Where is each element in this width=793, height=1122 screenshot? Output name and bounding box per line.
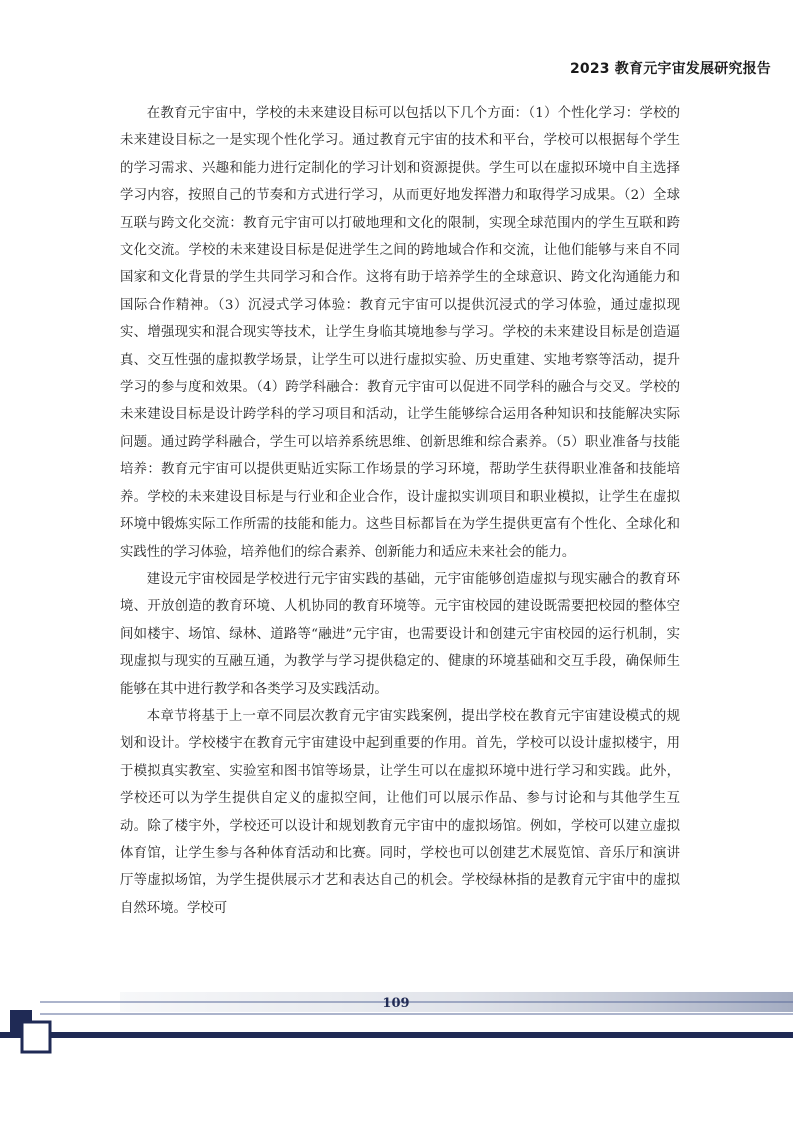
- paragraph-school-goals: 在教育元宇宙中，学校的未来建设目标可以包括以下几个方面：（1）个性化学习：学校的未来建设目标之一是实现个性化学习。通过教育元宇宙的技术和平台，学校可以根据每个学生的学习需求、兴趣和能力进行定制化的学习计划和资源提供。学生可以在虚拟环境中自主选择学习内容，按照自己的节奏和方式进行学习，从而更好地发挥潜力和取得学习成果。（2）全球互联与跨文化交流：教育元宇宙可以打破地理和文化的限制，实现全球范围内的学生互联和跨文化交流。学校的未来建设目标是促进学生之间的跨地域合作和交流，让他们能够与来自不同国家和文化背景的学生共同学习和合作。这将有助于培养学生的全球意识、跨文化沟通能力和国际合作精神。（3）沉浸式学习体验：教育元宇宙可以提供沉浸式的学习体验，通过虚拟现实、增强现实和混合现实等技术，让学生身临其境地参与学习。学校的未来建设目标是创造逼真、交互性强的虚拟教学场景，让学生可以进行虚拟实验、历史重建、实地考察等活动，提升学习的参与度和效果。（4）跨学科融合：教育元宇宙可以促进不同学科的融合与交叉。学校的未来建设目标是设计跨学科的学习项目和活动，让学生能够综合运用各种知识和技能解决实际问题。通过跨学科融合，学生可以培养系统思维、创新思维和综合素养。（5）职业准备与技能培养：教育元宇宙可以提供更贴近实际工作场景的学习环境，帮助学生获得职业准备和技能培养。学校的未来建设目标是与行业和企业合作，设计虚拟实训项目和职业模拟，让学生在虚拟环境中锻炼实际工作所需的技能和能力。这些目标都旨在为学生提供更富有个性化、全球化和实践性的学习体验，培养他们的综合素养、创新能力和适应未来社会的能力。: [120, 106, 680, 560]
- running-header: 2023 教育元宇宙发展研究报告: [569, 61, 771, 77]
- footer-thick-rule: [0, 1032, 793, 1038]
- body-text: [120, 100, 680, 922]
- paragraph-campus-planning: 本章节将基于上一章不同层次教育元宇宙实践案例，提出学校在教育元宇宙建设模式的规划和设计。学校楼宇在教育元宇宙建设中起到重要的作用。首先，学校可以设计虚拟楼宇，用于模拟真实教室、实验室和图书馆等场景，让学生可以在虚拟环境中进行学习和实践。此外，学校还可以为学生提供自定义的虚拟空间，让他们可以展示作品、参与讨论和与其他学生互动。除了楼宇外，学校还可以设计和规划教育元宇宙中的虚拟场馆。例如，学校可以建立虚拟体育馆，让学生参与各种体育活动和比赛。同时，学校也可以创建艺术展览馆、音乐厅和演讲厅等虚拟场馆，为学生提供展示才艺和表达自己的机会。学校绿林指的是教育元宇宙中的虚拟自然环境。学校可: [120, 708, 680, 916]
- footer-corner-frame: [22, 1022, 50, 1052]
- paragraph-metaverse-campus: 建设元宇宙校园是学校进行元宇宙实践的基础，元宇宙能够创造虚拟与现实融合的教育环境、开放创造的教育环境、人机协同的教育环境等。元宇宙校园的建设既需要把校园的整体空间如楼宇、场馆、绿林、道路等“融进”元宇宙，也需要设计和创建元宇宙校园的运行机制，实现虚拟与现实的互融互通，为教学与学习提供稳定的、健康的环境基础和交互手段，确保师生能够在其中进行教学和各类学习及实践活动。: [120, 571, 680, 697]
- page-number: 109: [382, 996, 410, 1011]
